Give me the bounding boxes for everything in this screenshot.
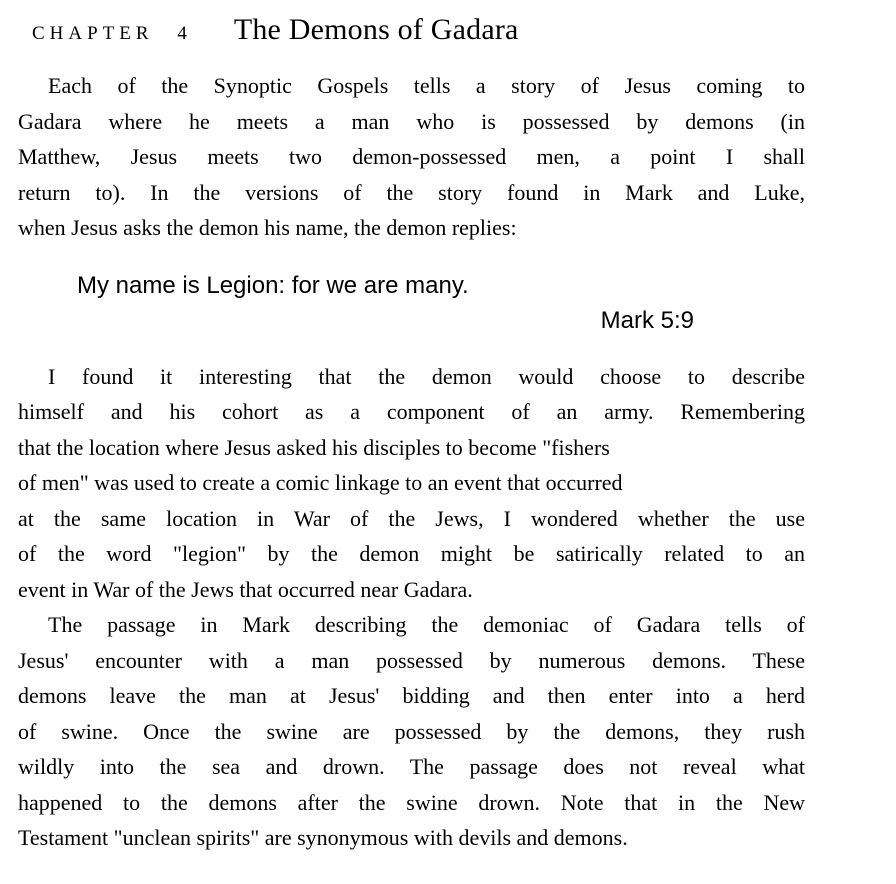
paragraph-1: [18, 68, 805, 246]
quote-attribution: Mark 5:9: [600, 307, 694, 334]
text-line: himself and his cohort as a component of an army. Remembering: [18, 399, 805, 424]
text-line: when Jesus asks the demon his name, the demon replies:: [18, 215, 517, 240]
quote-line: My name is Legion: for we are many.: [77, 271, 469, 299]
chapter-label: CHAPTER 4: [32, 23, 192, 44]
text-line: Each of the Synoptic Gospels tells a story of Jesus coming to: [48, 73, 805, 98]
chapter-heading: [32, 0, 805, 54]
text-line: The passage in Mark describing the demoniac of Gadara tells of: [48, 612, 805, 637]
text-line: demons leave the man at Jesus' bidding and then enter into a herd: [18, 683, 805, 708]
text-line: I found it interesting that the demon would choose to describe: [48, 363, 805, 389]
text-line: happened to the demons after the swine drown. Note that in the New: [18, 789, 805, 815]
paragraph-2: [18, 359, 805, 608]
text-line: wildly into the sea and drown. The passage does not reveal what: [18, 754, 805, 779]
text-line: Jesus' encounter with a man possessed by numerous demons. These: [18, 647, 805, 673]
text-line: Gadara where he meets a man who is possessed by demons (in: [18, 108, 805, 134]
text-line: Matthew, Jesus meets two demon-possessed men, a point I shall: [18, 144, 805, 169]
page-body: [18, 68, 805, 856]
scripture-quote: [77, 268, 805, 339]
paragraph-3: [18, 607, 805, 856]
text-line: of the word "legion" by the demon might be satirically related to an: [18, 541, 805, 566]
text-line: return to). In the versions of the story found in Mark and Luke,: [18, 179, 805, 205]
text-line: at the same location in War of the Jews, I wondered whether the use: [18, 505, 805, 531]
text-line: Testament "unclean spirits" are synonymous with devils and demons.: [18, 825, 628, 850]
text-line: event in War of the Jews that occurred near Gadara.: [18, 576, 473, 602]
chapter-title: The Demons of Gadara: [233, 13, 519, 46]
text-line: of men" was used to create a comic linkage to an event that occurred: [18, 470, 623, 495]
text-line: of swine. Once the swine are possessed by the demons, they rush: [18, 718, 805, 744]
text-line: that the location where Jesus asked his disciples to become "fishers: [18, 434, 610, 460]
text-column: [18, 0, 805, 856]
